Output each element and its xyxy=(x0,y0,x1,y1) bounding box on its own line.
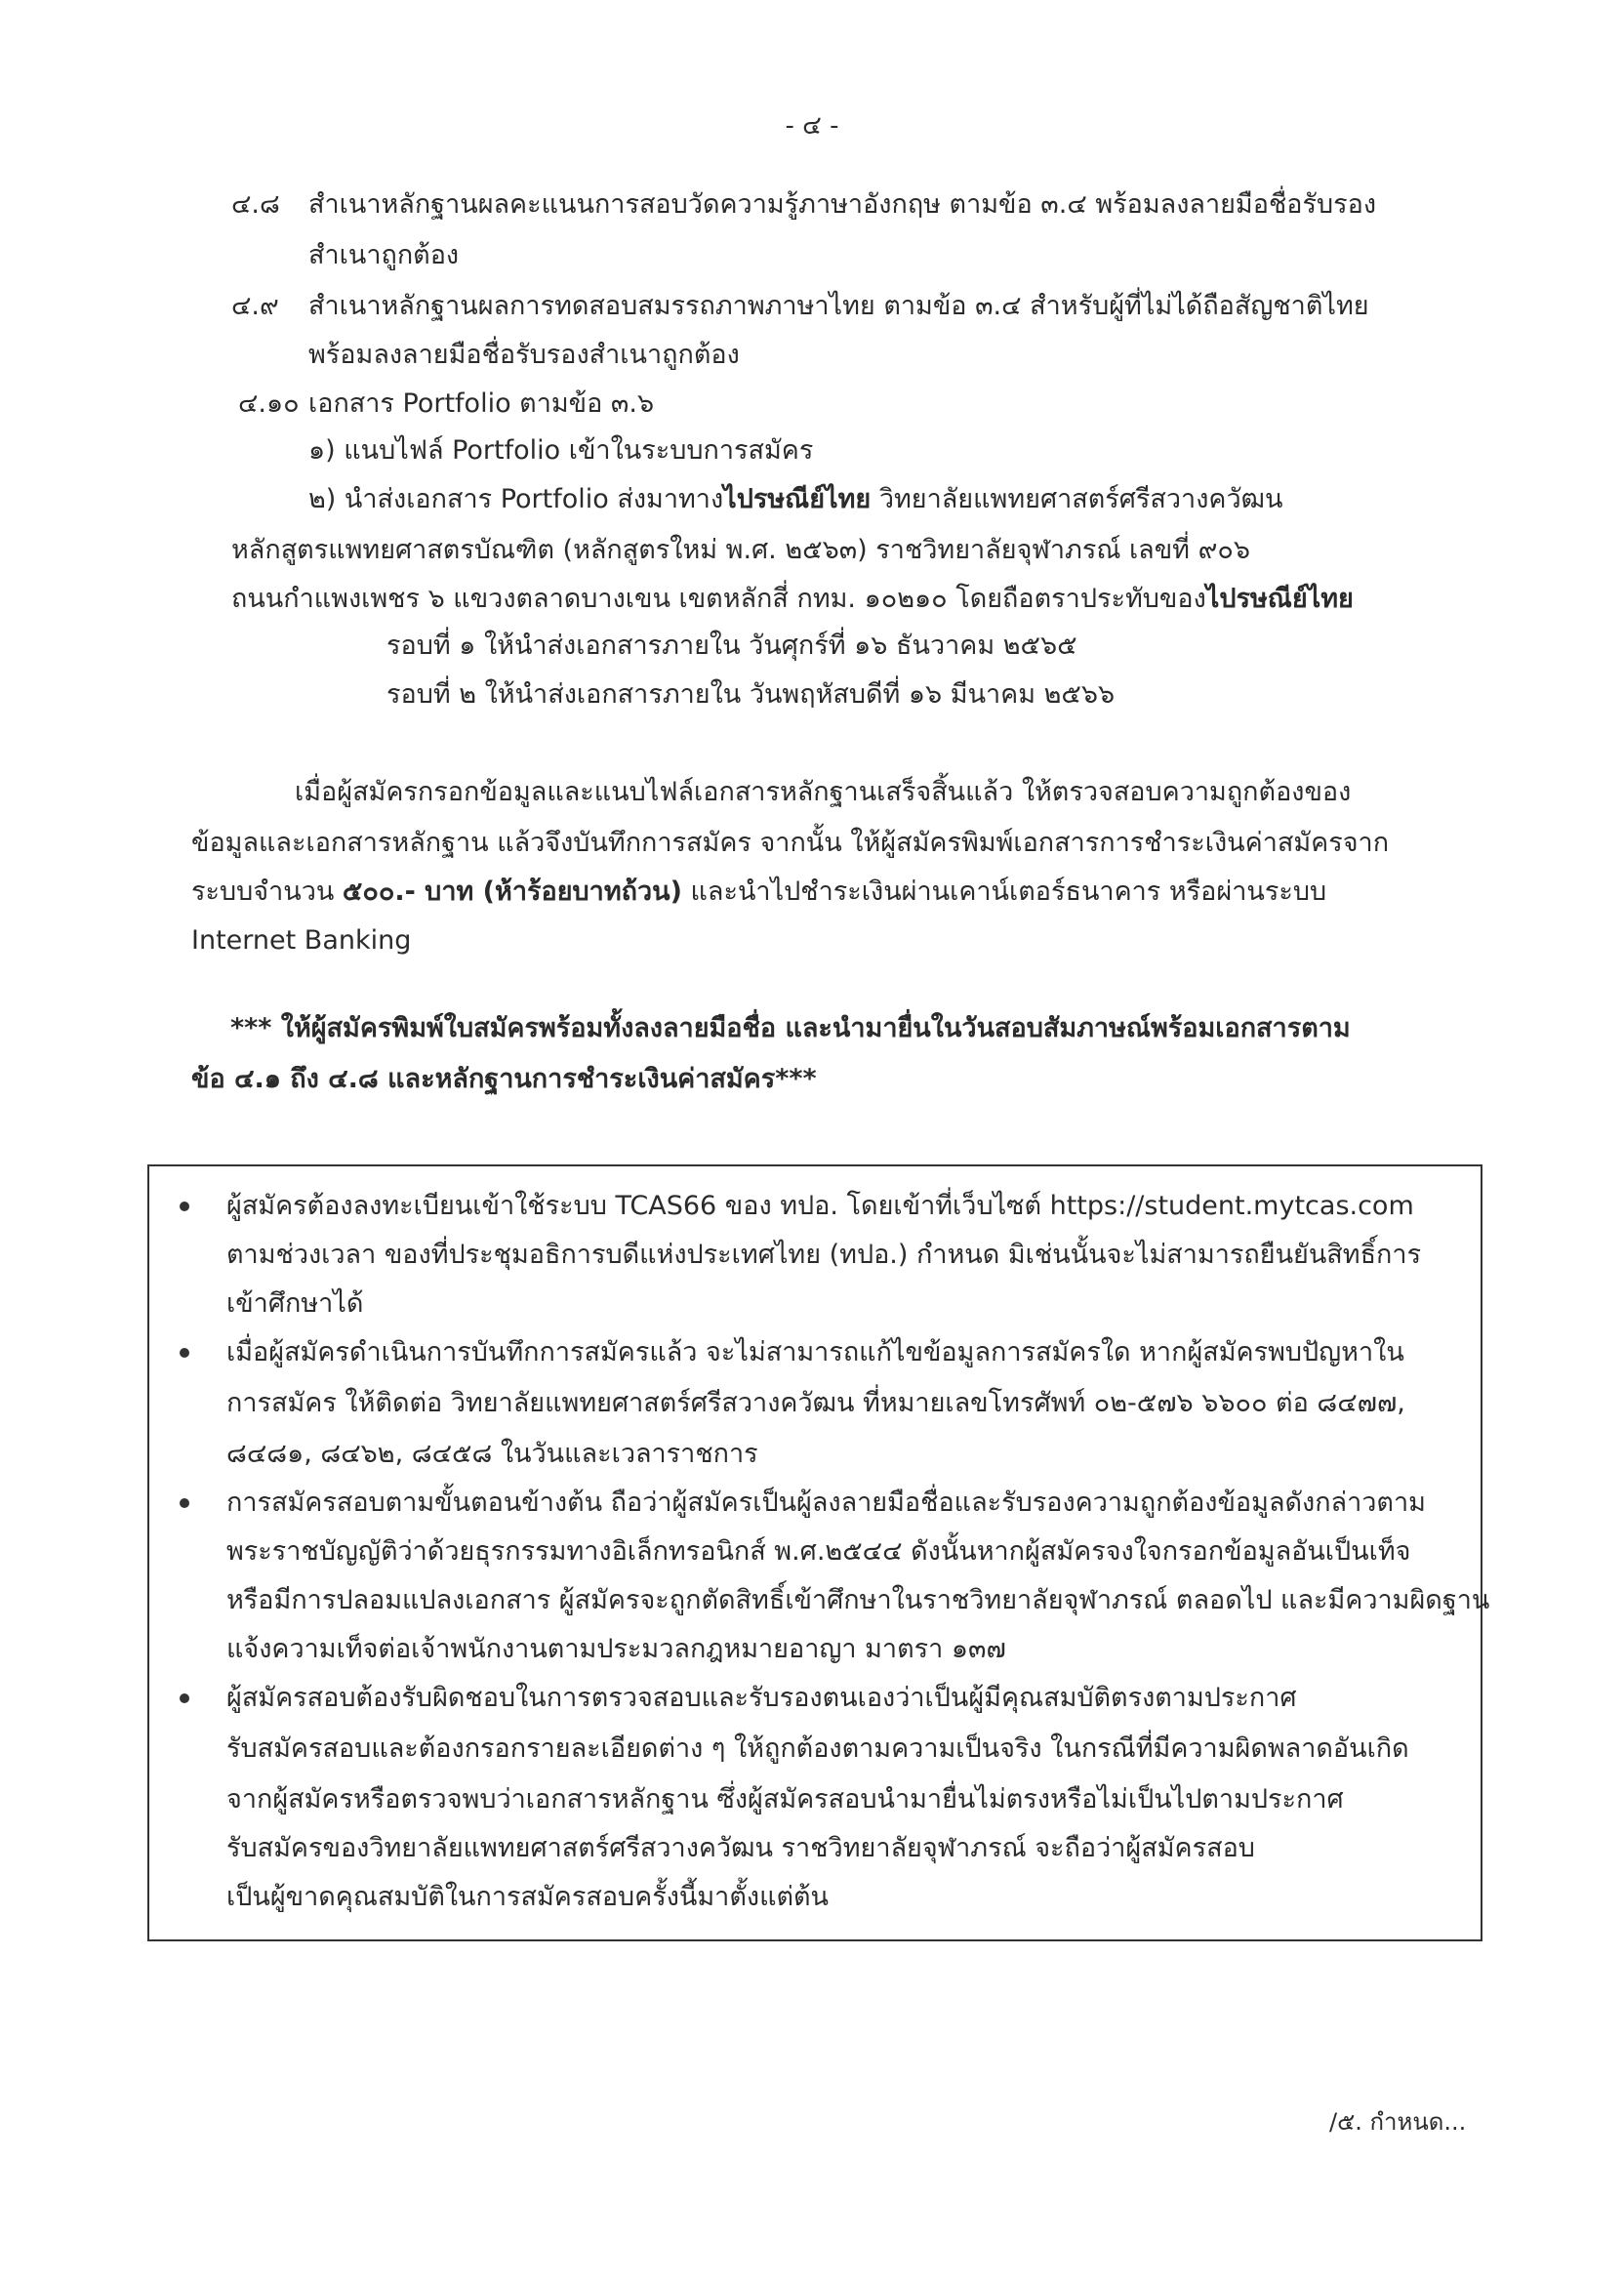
note-line: การสมัครสอบตามขั้นตอนข้างต้น ถือว่าผู้สมัครเป็นผู้ลงลายมือชื่อและรับรองความถูกต้องข้อมูลดังกล่าวตาม xyxy=(226,1488,1426,1518)
note-line: จากผู้สมัครหรือตรวจพบว่าเอกสารหลักฐาน ซึ่งผู้สมัครสอบนำมายื่นไม่ตรงหรือไม่เป็นไปตามประกาศ xyxy=(226,1784,1344,1814)
address-line-2 xyxy=(231,582,1354,617)
item-number: ๔.๘ xyxy=(231,189,280,220)
note-line: ผู้สมัครสอบต้องรับผิดชอบในการตรวจสอบและรับรองตนเองว่าเป็นผู้มีคุณสมบัติตรงตามประกาศ xyxy=(226,1683,1297,1713)
portfolio-sub-2-text-2: วิทยาลัยแพทยศาสตร์ศรีสวางควัฒน xyxy=(871,484,1283,514)
portfolio-sub-2 xyxy=(308,482,1282,517)
address-line-2-text: ถนนกำแพงเพชร ๖ แขวงตลาดบางเขน เขตหลักสี่ กทม. ๑๐๒๑๐ โดยถือตราประทับของ xyxy=(231,584,1206,614)
portfolio-sub-2-text: ๒) นำส่งเอกสาร Portfolio ส่งมาทาง xyxy=(308,484,724,514)
notice-line-1: *** ให้ผู้สมัครพิมพ์ใบสมัครพร้อมทั้งลงลายมือชื่อ และนำมายื่นในวันสอบสัมภาษณ์พร้อมเอกสารตาม xyxy=(230,1013,1351,1043)
note-line: การสมัคร ให้ติดต่อ วิทยาลัยแพทยศาสตร์ศรีสวางควัฒน ที่หมายเลขโทรศัพท์ ๐๒-๕๗๖ ๖๖๐๐ ต่อ ๘๔๗๗, xyxy=(226,1388,1405,1418)
note-line: ตามช่วงเวลา ของที่ประชุมอธิการบดีแห่งประเทศไทย (ทปอ.) กำหนด มิเช่นนั้นจะไม่สามารถยืนยันสิทธิ์การ xyxy=(226,1240,1422,1270)
notice-line-2: ข้อ ๔.๑ ถึง ๔.๘ และหลักฐานการชำระเงินค่าสมัคร*** xyxy=(191,1064,817,1094)
bullet-icon xyxy=(180,1498,189,1508)
paragraph-line: Internet Banking xyxy=(191,925,412,956)
note-line: รับสมัครของวิทยาลัยแพทยศาสตร์ศรีสวางควัฒน ราชวิทยาลัยจุฬาภรณ์ จะถือว่าผู้สมัครสอบ xyxy=(226,1833,1255,1863)
fee-amount: ๕๐๐.- บาท (ห้าร้อยบาทถ้วน) xyxy=(342,877,682,907)
note-line: เข้าศึกษาได้ xyxy=(226,1288,364,1319)
item-number: ๔.๑๐ xyxy=(238,388,300,419)
bullet-icon xyxy=(180,1202,189,1211)
item-text-line: สำเนาถูกต้อง xyxy=(308,240,460,270)
note-line: ๘๔๘๑, ๘๔๖๒, ๘๔๕๘ ในวันและเวลาราชการ xyxy=(226,1439,758,1469)
note-line: หรือมีการปลอมแปลงเอกสาร ผู้สมัครจะถูกตัดสิทธิ์เข้าศึกษาในราชวิทยาลัยจุฬาภรณ์ ตลอดไป และมีความผิดฐาน xyxy=(226,1585,1490,1615)
note-line: เมื่อผู้สมัครดำเนินการบันทึกการสมัครแล้ว จะไม่สามารถแก้ไขข้อมูลการสมัครใด หากผู้สมัครพบปัญหาใน xyxy=(226,1337,1404,1367)
bullet-icon xyxy=(180,1693,189,1703)
note-line: แจ้งความเท็จต่อเจ้าพนักงานตามประมวลกฎหมายอาญา มาตรา ๑๓๗ xyxy=(226,1634,1006,1664)
thailand-post-label-2: ไปรษณีย์ไทย xyxy=(1205,584,1354,614)
note-line: ผู้สมัครต้องลงทะเบียนเข้าใช้ระบบ TCAS66 ของ ทปอ. โดยเข้าที่เว็บไซต์ https://student.mytcas.com xyxy=(226,1191,1414,1221)
item-text-line: เอกสาร Portfolio ตามข้อ ๓.๖ xyxy=(308,388,655,419)
paragraph-line: เมื่อผู้สมัครกรอกข้อมูลและแนบไฟล์เอกสารหลักฐานเสร็จสิ้นแล้ว ให้ตรวจสอบความถูกต้องของ xyxy=(295,777,1352,807)
item-text-line: สำเนาหลักฐานผลคะแนนการสอบวัดความรู้ภาษาอังกฤษ ตามข้อ ๓.๔ พร้อมลงลายมือชื่อรับรอง xyxy=(308,189,1377,220)
note-line: รับสมัครสอบและต้องกรอกรายละเอียดต่าง ๆ ให้ถูกต้องตามความเป็นจริง ในกรณีที่มีความผิดพลาดอันเกิด xyxy=(226,1733,1409,1764)
paragraph-line-fee xyxy=(191,875,1326,910)
item-text-line: พร้อมลงลายมือชื่อรับรองสำเนาถูกต้อง xyxy=(308,340,740,370)
portfolio-sub-1: ๑) แนบไฟล์ Portfolio เข้าในระบบการสมัคร xyxy=(308,435,814,466)
item-text-line: สำเนาหลักฐานผลการทดสอบสมรรถภาพภาษาไทย ตามข้อ ๓.๔ สำหรับผู้ที่ไม่ได้ถือสัญชาติไทย xyxy=(308,291,1369,321)
bullet-icon xyxy=(180,1348,189,1358)
thailand-post-label: ไปรษณีย์ไทย xyxy=(723,484,872,514)
item-number: ๔.๙ xyxy=(231,291,279,321)
round-1: รอบที่ ๑ ให้นำส่งเอกสารภายใน วันศุกร์ที่ ๑๖ ธันวาคม ๒๕๖๕ xyxy=(386,631,1077,661)
note-line: เป็นผู้ขาดคุณสมบัติในการสมัครสอบครั้งนี้มาตั้งแต่ต้น xyxy=(226,1882,829,1912)
paragraph-text: ระบบจำนวน xyxy=(191,877,343,907)
continuation-footer: /๕. กำหนด... xyxy=(1329,2108,1467,2136)
paragraph-line: ข้อมูลและเอกสารหลักฐาน แล้วจึงบันทึกการสมัคร จากนั้น ให้ผู้สมัครพิมพ์เอกสารการชำระเงินค่าสมัครจาก xyxy=(191,828,1390,858)
address-line-1: หลักสูตรแพทยศาสตรบัณฑิต (หลักสูตรใหม่ พ.ศ. ๒๕๖๓) ราชวิทยาลัยจุฬาภรณ์ เลขที่ ๙๐๖ xyxy=(231,535,1250,565)
page-number: - ๔ - xyxy=(785,111,839,141)
note-line: พระราชบัญญัติว่าด้วยธุรกรรมทางอิเล็กทรอนิกส์ พ.ศ.๒๕๔๔ ดังนั้นหากผู้สมัครจงใจกรอกข้อมูลอันเป็นเท็จ xyxy=(226,1536,1411,1567)
round-2: รอบที่ ๒ ให้นำส่งเอกสารภายใน วันพฤหัสบดีที่ ๑๖ มีนาคม ๒๕๖๖ xyxy=(386,679,1116,710)
paragraph-text-2: และนำไปชำระเงินผ่านเคาน์เตอร์ธนาคาร หรือผ่านระบบ xyxy=(681,877,1327,907)
